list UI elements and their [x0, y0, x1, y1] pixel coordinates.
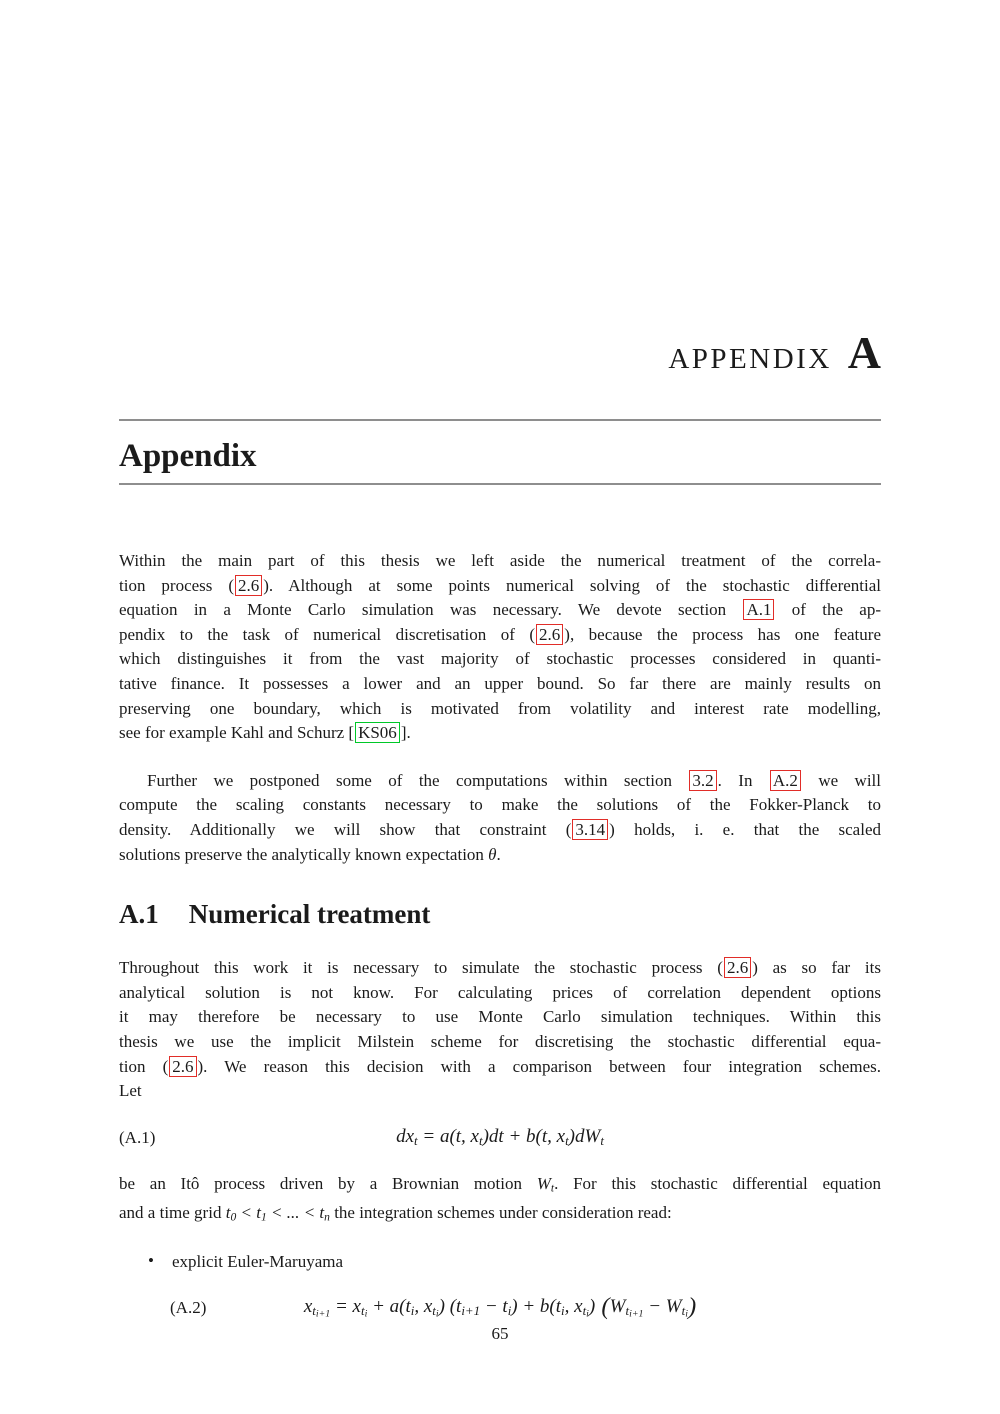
- cite-ks06[interactable]: KS06: [355, 722, 400, 743]
- equation-body: [396, 1126, 604, 1147]
- text-run: which distinguishes it from the vast majority of stochastic processes considered in quanti-: [119, 649, 881, 669]
- text-run: Further we postponed some of the computations within section: [147, 770, 689, 790]
- math-text: x: [303, 1296, 313, 1318]
- horizontal-rule-top: [119, 419, 881, 421]
- text-run: ). Although at some points numerical solving of the stochastic differential: [263, 575, 881, 595]
- text-run: ) holds, i. e. that the scaled: [609, 819, 881, 839]
- list-item: [119, 1250, 881, 1275]
- equation-tag: (A.2): [170, 1298, 207, 1318]
- math-text: , x: [564, 1296, 583, 1318]
- text-line: [119, 818, 881, 843]
- math-text: i: [410, 1303, 415, 1319]
- text-run: tative finance. It possesses a lower and an upper bound. So far there are mainly results on: [119, 673, 881, 693]
- math-text: ) (t: [438, 1296, 462, 1318]
- math-text: )dt + b(t, x: [482, 1125, 566, 1147]
- math-text: i+1: [461, 1303, 481, 1319]
- math-text: t: [600, 1132, 604, 1148]
- text-line: [119, 1005, 881, 1030]
- math-text: 0: [230, 1210, 237, 1224]
- math-text: + a(t: [367, 1296, 411, 1318]
- math-text: i: [685, 1308, 688, 1320]
- math-text: t: [225, 1202, 231, 1222]
- text-run: ), because the process has one feature: [564, 624, 881, 644]
- math-text: i: [435, 1308, 439, 1320]
- text-block: [119, 0, 881, 1346]
- text-run: . For this stochastic differential equation: [554, 1173, 881, 1193]
- text-line: [119, 769, 881, 794]
- text-run: . In: [717, 770, 769, 790]
- math-text: t: [550, 1181, 555, 1195]
- math-text: t: [312, 1303, 316, 1319]
- section-number: A.1: [119, 899, 159, 930]
- chapter-title: Appendix: [119, 438, 257, 474]
- math-text: dx: [396, 1125, 415, 1147]
- document-body: [119, 549, 881, 1330]
- text-run: it may therefore be necessary to use Monte Carlo simulation techniques. Within this: [119, 1007, 881, 1027]
- equation-body: [303, 1293, 697, 1321]
- text-line: [119, 697, 881, 722]
- paragraph: [119, 1172, 881, 1230]
- horizontal-rule-bottom: [119, 483, 881, 485]
- text-line: [119, 1030, 881, 1055]
- math-text: ): [687, 1293, 697, 1321]
- list-item-text: [172, 1252, 343, 1271]
- ref-2-6[interactable]: 2.6: [724, 957, 751, 978]
- ref-a-2[interactable]: A.2: [770, 770, 801, 791]
- text-run: ) as so far its: [752, 958, 881, 978]
- math-text: t: [625, 1303, 630, 1319]
- math-text: t: [565, 1132, 569, 1148]
- math-text: , x: [414, 1296, 433, 1318]
- math-text: )dW: [568, 1125, 601, 1147]
- text-run: tion (: [119, 1056, 169, 1076]
- text-run: ). We reason this decision with a comparison between four integration schemes.: [197, 1056, 881, 1076]
- math-text: t: [582, 1303, 587, 1319]
- text-run: and a time grid: [119, 1202, 226, 1222]
- text-run: thesis we use the implicit Milstein scheme for discretising the stochastic differential equa-: [119, 1031, 881, 1051]
- text-line: [119, 981, 881, 1006]
- math-text: = x: [330, 1296, 361, 1318]
- math-text: (: [595, 1293, 610, 1321]
- text-run: the integration schemes under consideration read:: [329, 1202, 672, 1222]
- text-line: [119, 1079, 881, 1104]
- paragraph: [119, 549, 881, 746]
- paragraph: [119, 769, 881, 867]
- text-line: [119, 574, 881, 599]
- chapter-mark-letter: A: [847, 327, 881, 378]
- equation: [119, 1122, 881, 1156]
- math-text: − W: [643, 1296, 682, 1318]
- text-run: of the ap-: [775, 600, 881, 620]
- ref-2-6[interactable]: 2.6: [169, 1056, 196, 1077]
- math-text: ): [588, 1296, 596, 1318]
- math-text: = a(t, x: [417, 1125, 479, 1147]
- equation-tag: (A.1): [119, 1127, 156, 1147]
- text-line: [119, 1201, 881, 1230]
- paragraph: [119, 956, 881, 1104]
- text-line: [119, 1055, 881, 1080]
- math-text: W: [609, 1296, 626, 1318]
- text-line: [119, 672, 881, 697]
- text-run: tion process (: [119, 575, 235, 595]
- text-line: [119, 623, 881, 648]
- math-text: t: [432, 1303, 436, 1319]
- math-text: 1: [260, 1210, 267, 1224]
- math-text: − t: [480, 1296, 508, 1318]
- text-line: [119, 793, 881, 818]
- ref-a-1[interactable]: A.1: [743, 599, 774, 620]
- math-text: i: [507, 1303, 512, 1319]
- text-run: be an Itô process driven by a Brownian motion: [119, 1173, 537, 1193]
- text-run: compute the scaling constants necessary to make the solutions of the Fokker-Planck to: [119, 795, 881, 815]
- text-run: analytical solution is not know. For calculating prices of correlation dependent options: [119, 982, 881, 1002]
- text-run: pendix to the task of numerical discretisation of (: [119, 624, 536, 644]
- text-run: we will: [801, 770, 881, 790]
- math-text: θ: [488, 844, 497, 864]
- text-line: [119, 549, 881, 574]
- text-run: Throughout this work it is necessary to simulate the stochastic process (: [119, 958, 723, 978]
- math-text: t: [360, 1303, 365, 1319]
- bullet-icon: •: [148, 1250, 154, 1270]
- text-run: preserving one boundary, which is motivated from volatility and interest rate modelling,: [119, 698, 881, 718]
- text-line: [119, 843, 881, 868]
- ref-3-14[interactable]: 3.14: [572, 819, 608, 840]
- math-text: t: [414, 1132, 418, 1148]
- math-text: < ... <: [266, 1202, 320, 1222]
- text-line: [119, 598, 881, 623]
- text-line: [119, 647, 881, 672]
- text-run: ].: [400, 723, 411, 743]
- math-text: i+1: [629, 1308, 644, 1320]
- math-text: i: [364, 1308, 368, 1320]
- chapter-mark-word: APPENDIX: [668, 343, 832, 375]
- text-run: see for example Kahl and Schurz [: [119, 723, 355, 743]
- math-text: <: [236, 1202, 257, 1222]
- text-line: [119, 1172, 881, 1201]
- math-text: t: [256, 1202, 261, 1222]
- math-text: t: [479, 1132, 483, 1148]
- section-heading: [119, 899, 881, 930]
- math-text: i: [561, 1303, 565, 1319]
- ref-2-6[interactable]: 2.6: [536, 624, 563, 645]
- math-text: i: [586, 1308, 589, 1320]
- chapter-mark: [119, 327, 881, 387]
- ref-2-6[interactable]: 2.6: [235, 575, 262, 596]
- math-text: ) + b(t: [511, 1296, 562, 1318]
- math-text: W: [536, 1173, 551, 1193]
- text-line: [119, 956, 881, 981]
- ref-3-2[interactable]: 3.2: [689, 770, 716, 791]
- text-run: Within the main part of this thesis we left aside the numerical treatment of the correla-: [119, 551, 881, 570]
- text-run: .: [496, 844, 501, 864]
- math-text: n: [324, 1210, 330, 1224]
- text-run: equation in a Monte Carlo simulation was necessary. We devote section: [119, 600, 743, 620]
- math-text: t: [319, 1202, 325, 1222]
- text-line: [119, 721, 881, 746]
- math-text: t: [681, 1303, 686, 1319]
- text-run: solutions preserve the analytically known expectation: [119, 844, 489, 864]
- text-run: Let: [119, 1081, 142, 1101]
- text-run: explicit Euler-Maruyama: [172, 1251, 344, 1271]
- text-run: density. Additionally we will show that constraint (: [119, 819, 572, 839]
- section-title: Numerical treatment: [188, 899, 431, 930]
- page-number: 65: [491, 1324, 509, 1343]
- math-text: i+1: [315, 1308, 331, 1320]
